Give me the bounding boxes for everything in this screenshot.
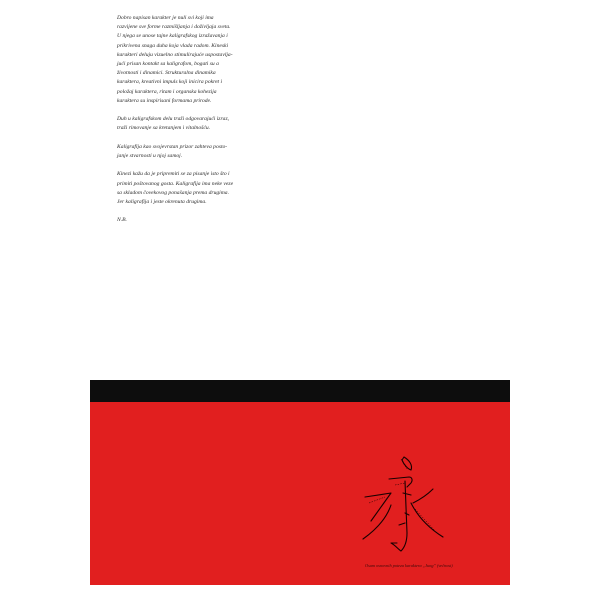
black-band <box>90 380 510 402</box>
stroke-left-fall <box>363 505 391 539</box>
stroke-right-fall <box>411 503 443 537</box>
text-line: Jer kaligrafija i jeste okrenuta drugima. <box>117 199 207 206</box>
signature-initials <box>117 216 292 225</box>
stroke-right-rise <box>413 489 433 503</box>
text-line: janje stvarnosti u njoj samoj. <box>117 153 183 160</box>
paragraph-3 <box>117 143 292 161</box>
text-line: Dobro napisan karakter je nuli svi koji ima <box>117 15 214 21</box>
text-line: Kaligrafija kao svojevrstan prizor zahteva posto- <box>117 143 228 150</box>
text-line: Duh u kaligrafskom delu traži odgovarajući izraz, <box>117 116 230 123</box>
paragraph-4 <box>117 170 292 207</box>
text-line: primiti poštovanog gosta. Kaligrafija ima neke veze <box>117 180 234 187</box>
body-text <box>117 14 292 235</box>
stroke-contour <box>399 493 411 525</box>
text-line: N.B. <box>117 217 127 224</box>
text-line: životnosti i dinamici. Strukturalna dinamika <box>117 70 216 77</box>
text-line: karakteri deluju vizuelno stimulirajuće uspostavlja- <box>117 51 233 58</box>
text-line: karaktera su inspirisani formama prirode. <box>117 97 212 104</box>
paragraph-2 <box>117 115 292 133</box>
text-line: prikrivena snaga duha koja vlada radom. Kineski <box>117 42 229 49</box>
text-line: položaj karaktera, ritam i organska kohezija <box>117 88 217 95</box>
stroke-left-rise <box>365 493 391 521</box>
text-line: razvijene sve forme razmišljanja i doživljaja sveta. <box>117 24 231 31</box>
text-line: traži rimovanje sa kretanjem i vitalnošću. <box>117 125 211 132</box>
stroke-vertical-hook <box>391 481 407 551</box>
stroke-horizontal <box>389 477 412 487</box>
text-line: jući prisan kontakt sa kaligrafom, bogati su a <box>117 61 219 68</box>
red-panel <box>90 402 510 585</box>
figure-caption: Osam osnovnih poteza karaktera „Jung” (večnost) <box>365 563 453 568</box>
stroke-dot <box>402 457 412 470</box>
paragraph-1 <box>117 14 292 106</box>
text-line: sa skladom čovekovog ponašanja prema drugima. <box>117 189 229 196</box>
text-line: U njega se unose tajne kaligrafskog izražavanja i <box>117 33 228 40</box>
text-line: Kinezi kažu da je pripremiti se za pisanje isto što i <box>117 171 230 178</box>
text-line: karaktera, kreativni impuls koji inicira pokret i <box>117 79 223 86</box>
yong-character-illustration <box>355 453 445 558</box>
